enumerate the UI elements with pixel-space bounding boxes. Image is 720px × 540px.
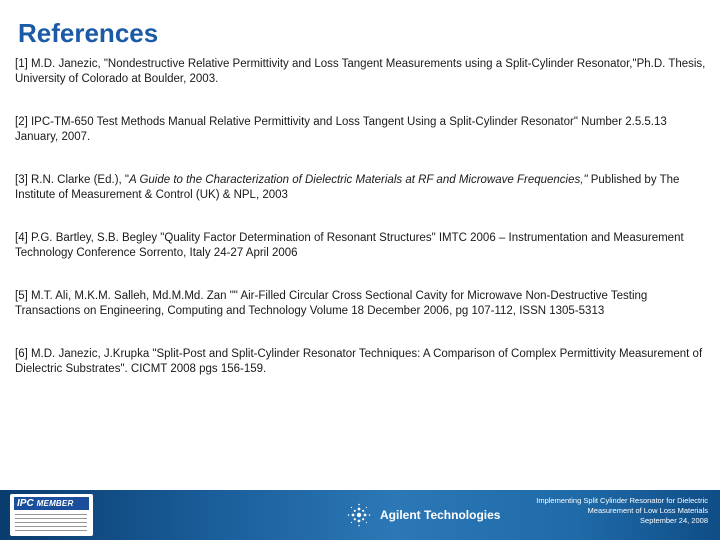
- ipc-logo-fineprint: [15, 514, 87, 532]
- reference-italic-text: A Guide to the Characterization of Dielectric Materials at RF and Microwave Frequencies,": [129, 174, 588, 186]
- reference-text: [2] IPC-TM-650 Test Methods Manual Relative Permittivity and Loss Tangent Using a Split-Cylinder Resonator" Number 2.5.5.13 January, 2007.: [15, 116, 667, 143]
- reference-text-tail: Published by The Institute of Measurement & Control (UK) & NPL, 2003: [15, 174, 680, 201]
- reference-text: [4] P.G. Bartley, S.B. Begley "Quality Factor Determination of Resonant Structures" IMTC 2006 – Instrumentation and Measurement Technology Conference Sorrento, Italy 24-27 April 2006: [15, 232, 684, 259]
- footer-date: September 24, 2008: [640, 516, 708, 525]
- agilent-spark-icon: [346, 502, 372, 528]
- ipc-member-logo: [10, 494, 93, 536]
- footer-meta-line: Implementing Split Cylinder Resonator for Dielectric: [536, 496, 708, 505]
- reference-text: [6] M.D. Janezic, J.Krupka "Split-Post and Split-Cylinder Resonator Techniques: A Comparison of Complex Permittivity Measurement of Dielectric Substrates". CICMT 2008 pgs 156-159.: [15, 348, 703, 375]
- footer-presentation-info: [508, 496, 708, 526]
- reference-text: [5] M.T. Ali, M.K.M. Salleh, Md.M.Md. Zan "" Air-Filled Circular Cross Sectional Cavity for Microwave Non-Destructive Testing Transactions on Engineering, Computing and Technology Volume 18 December 2006, pg 107-112, ISSN 1305-5313: [15, 290, 648, 317]
- reference-item: [15, 289, 710, 319]
- agilent-logo: [346, 501, 500, 529]
- ipc-member-text: MEMBER: [36, 499, 74, 508]
- reference-text: [1] M.D. Janezic, "Nondestructive Relative Permittivity and Loss Tangent Measurements using a Split-Cylinder Resonator,"Ph.D. Thesis, University of Colorado at Boulder, 2003.: [15, 58, 706, 85]
- agilent-name: Agilent Technologies: [380, 508, 501, 522]
- reference-item: [15, 57, 710, 87]
- reference-item: [15, 231, 710, 261]
- reference-item: [15, 173, 710, 203]
- references-list: [15, 57, 710, 377]
- ipc-logo-banner: [14, 497, 89, 510]
- footer-meta-line: Measurement of Low Loss Materials: [587, 506, 708, 515]
- page-title: References: [18, 18, 159, 48]
- reference-item: [15, 115, 710, 145]
- footer-bar: [0, 490, 720, 540]
- reference-text: [3] R.N. Clarke (Ed.), ": [15, 174, 129, 186]
- ipc-logo-text: IPC: [17, 498, 34, 509]
- reference-item: [15, 347, 710, 377]
